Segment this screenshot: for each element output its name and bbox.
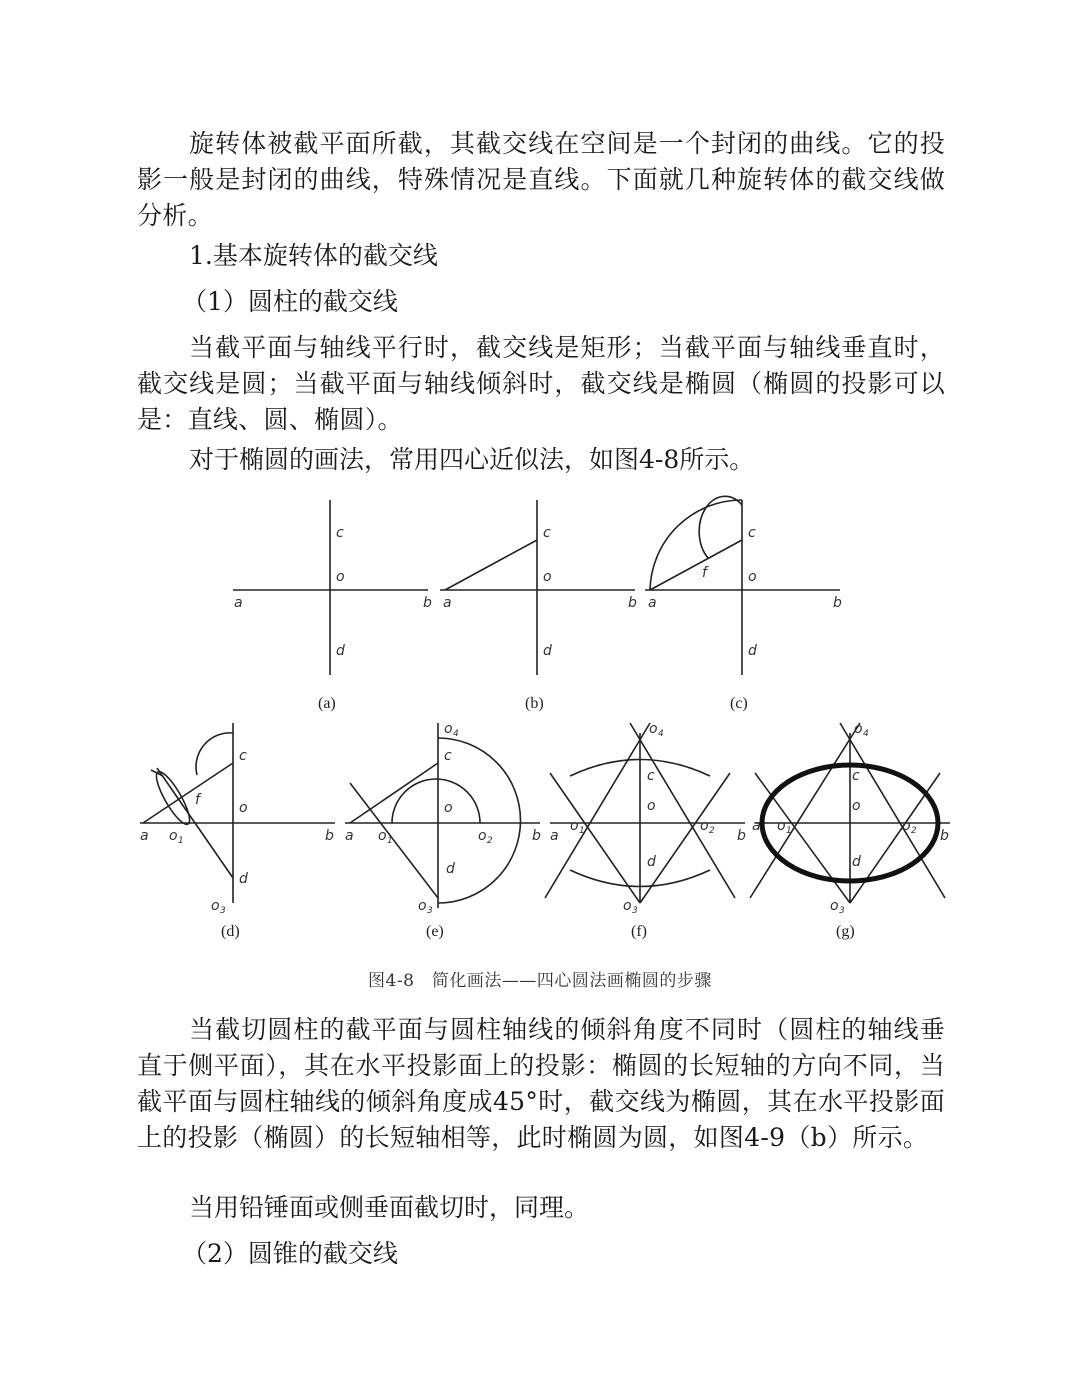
paragraph-ellipse-method: 对于椭圆的画法，常用四心近似法，如图4-8所示。 [189, 445, 755, 474]
svg-text:3: 3 [220, 906, 226, 916]
svg-text:c: c [748, 525, 756, 541]
svg-text:1: 1 [178, 836, 184, 846]
figure-panel-f [545, 718, 750, 943]
svg-text:3: 3 [427, 906, 433, 916]
paragraph-same-reason: 当用铅锤面或侧垂面截切时，同理。 [189, 1193, 590, 1222]
svg-text:4: 4 [658, 729, 664, 739]
svg-text:o: o [418, 898, 427, 914]
svg-text:o: o [830, 898, 839, 914]
svg-text:b: b [532, 828, 541, 844]
panel-tag-e: (e) [426, 923, 444, 940]
figure-panel-e [340, 718, 545, 943]
svg-text:d: d [336, 643, 345, 659]
svg-text:a: a [443, 595, 452, 611]
panel-tag-c: (c) [730, 695, 748, 712]
svg-text:o: o [478, 828, 487, 844]
svg-text:a: a [752, 818, 761, 834]
figure-panel-g [750, 718, 955, 943]
panel-tag-d: (d) [221, 923, 240, 940]
svg-text:o: o [700, 818, 709, 834]
svg-text:o: o [169, 828, 178, 844]
svg-text:c: c [336, 525, 344, 541]
svg-text:o: o [623, 898, 632, 914]
svg-text:d: d [543, 643, 552, 659]
svg-text:b: b [833, 595, 842, 611]
figure-panel-c [640, 495, 850, 715]
svg-text:a: a [550, 828, 559, 844]
svg-text:d: d [748, 643, 757, 659]
paragraph-intro: 旋转体被截平面所截，其截交线在空间是一个封闭的曲线。它的投影一般是封闭的曲线，特殊情况是直线。下面就几种旋转体的截交线做分析。 [137, 129, 945, 230]
svg-text:b: b [325, 828, 334, 844]
panel-tag-a: (a) [318, 695, 336, 712]
svg-text:o: o [777, 818, 786, 834]
svg-text:4: 4 [453, 729, 459, 739]
svg-text:2: 2 [709, 826, 715, 836]
svg-text:a: a [345, 828, 354, 844]
svg-text:d: d [647, 854, 656, 870]
svg-text:o: o [852, 798, 861, 814]
svg-text:o: o [748, 569, 757, 585]
svg-text:o: o [854, 721, 863, 737]
svg-text:c: c [852, 768, 860, 784]
panel-tag-g: (g) [836, 923, 855, 940]
svg-text:o: o [378, 828, 387, 844]
svg-text:o: o [649, 721, 658, 737]
svg-text:3: 3 [839, 906, 845, 916]
svg-text:1: 1 [579, 826, 585, 836]
svg-text:f: f [195, 792, 200, 808]
paragraph-inclination: 当截切圆柱的截平面与圆柱轴线的倾斜角度不同时（圆柱的轴线垂直于侧平面），其在水平投影面上的投影：椭圆的长短轴的方向不同，当截平面与圆柱轴线的倾斜角度成45°时，截交线为椭圆，其在水平投影面上的投影（椭圆）的长短轴相等，此时椭圆为圆，如图4-9（b）所示。 [137, 1015, 945, 1152]
svg-text:2: 2 [911, 826, 917, 836]
svg-text:1: 1 [786, 826, 792, 836]
svg-text:c: c [543, 525, 551, 541]
svg-text:b: b [628, 595, 637, 611]
svg-text:o: o [902, 818, 911, 834]
svg-text:4: 4 [863, 729, 869, 739]
figure-panel-b [435, 495, 645, 715]
figure-caption: 图4-8 简化画法——四心圆法画椭圆的步骤 [368, 971, 712, 991]
svg-text:b: b [423, 595, 432, 611]
svg-text:b: b [737, 828, 746, 844]
svg-text:o: o [570, 818, 579, 834]
svg-text:1: 1 [387, 836, 393, 846]
svg-text:b: b [940, 828, 949, 844]
svg-text:d: d [852, 854, 861, 870]
svg-text:3: 3 [632, 906, 638, 916]
section-heading-1: 1.基本旋转体的截交线 [189, 241, 438, 270]
paragraph-cylinder-sections: 当截平面与轴线平行时，截交线是矩形；当截平面与轴线垂直时，截交线是圆；当截平面与轴线倾斜时，截交线是椭圆（椭圆的投影可以是：直线、圆、椭圆）。 [137, 333, 945, 434]
svg-text:a: a [140, 828, 149, 844]
svg-text:a: a [648, 595, 657, 611]
svg-text:c: c [239, 748, 247, 764]
svg-text:o: o [336, 569, 345, 585]
svg-text:o: o [211, 898, 220, 914]
figure-panel-d [135, 718, 340, 943]
svg-text:f: f [702, 565, 707, 581]
svg-text:o: o [444, 800, 453, 816]
svg-text:d: d [446, 861, 455, 877]
svg-text:c: c [444, 748, 452, 764]
subsection-heading-cone: （2）圆锥的截交线 [182, 1239, 398, 1268]
svg-text:o: o [543, 569, 552, 585]
svg-text:c: c [647, 768, 655, 784]
svg-text:d: d [239, 871, 248, 887]
svg-text:a: a [234, 595, 243, 611]
figure-panel-a [228, 495, 438, 715]
svg-text:o: o [444, 721, 453, 737]
svg-text:o: o [239, 800, 248, 816]
svg-text:2: 2 [487, 836, 493, 846]
subsection-heading-cylinder: （1）圆柱的截交线 [182, 287, 398, 316]
panel-tag-b: (b) [525, 695, 544, 712]
svg-text:o: o [647, 798, 656, 814]
panel-tag-f: (f) [631, 923, 647, 940]
